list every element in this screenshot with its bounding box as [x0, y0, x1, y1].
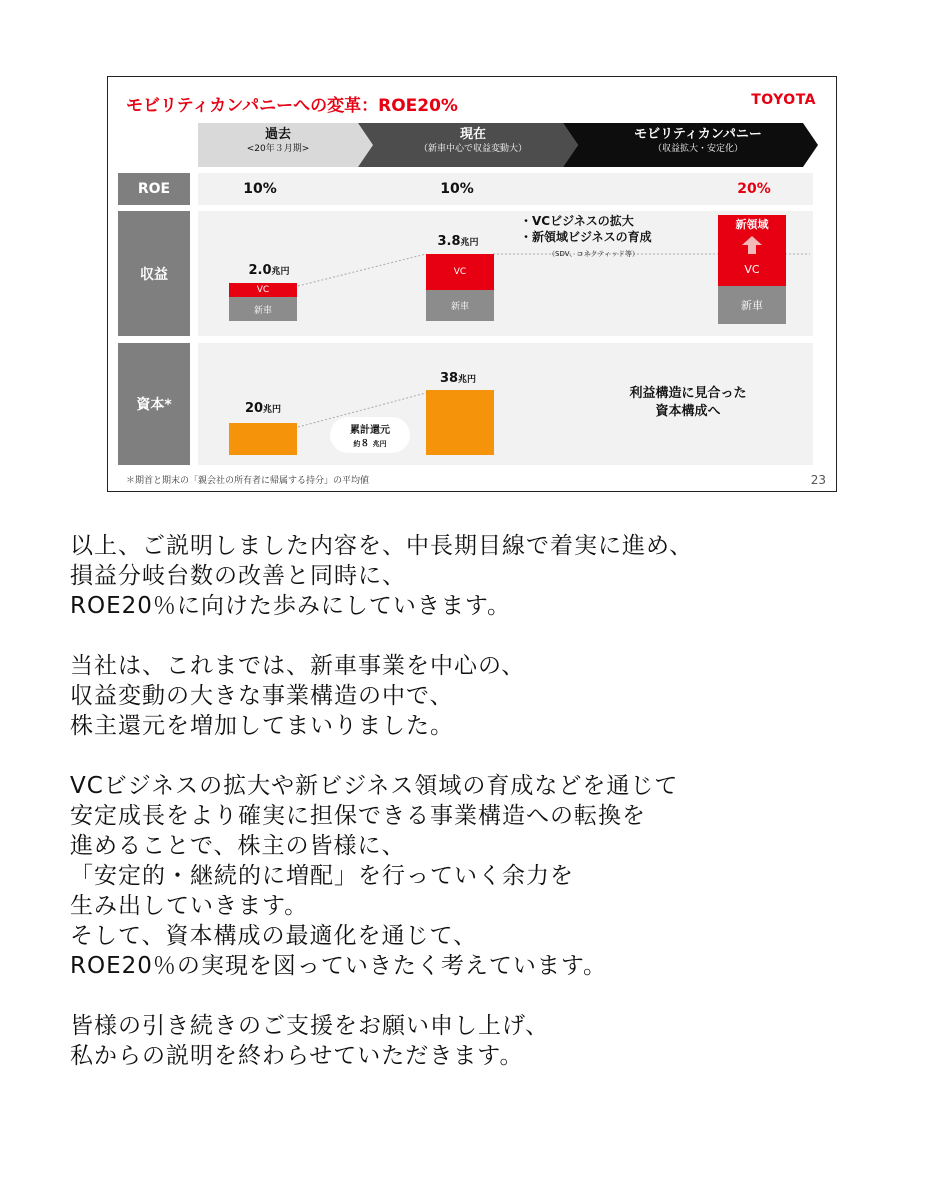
- bullet-vc: ・VCビジネスの拡大: [520, 214, 634, 228]
- profit-future-vc-label: VC: [744, 262, 760, 276]
- profit-bullet-note: （SDV、コネクティッド等）: [548, 250, 639, 258]
- speech-line: 私からの説明を終わらせていただきます。: [70, 1043, 524, 1069]
- capital-past-value: 20兆円: [244, 401, 282, 416]
- speech-line: VCビジネスの拡大や新ビジネス領域の育成などを通じて: [70, 773, 679, 799]
- phase-current-title: 現在: [459, 127, 486, 142]
- row-label-roe: ROE: [118, 173, 190, 205]
- phase-past: [198, 127, 358, 155]
- profit-guide-line-1: [298, 254, 426, 286]
- roe-current: 10%: [440, 181, 474, 197]
- cumulative-return-value: 約８ 兆円: [353, 439, 387, 449]
- phase-current: [373, 127, 573, 155]
- capital-future-text-2: 資本構成へ: [655, 404, 721, 419]
- slide: [107, 76, 837, 492]
- profit-current-value: 3.8兆円: [437, 234, 479, 249]
- profit-future-newcar-bar: 新車: [718, 286, 786, 324]
- roe-past: 10%: [243, 181, 277, 197]
- roe-future: 20%: [737, 181, 771, 197]
- speech-line: そして、資本構成の最適化を通じて、: [70, 923, 478, 949]
- profit-past-vc-bar: VC: [229, 283, 297, 297]
- profit-current-vc-bar: VC: [426, 254, 494, 290]
- capital-current-value: 38兆円: [439, 371, 477, 386]
- capital-future-text-1: 利益構造に見合った: [629, 386, 747, 401]
- phase-past-title: 過去: [264, 127, 291, 142]
- speech-line: 安定成長をより確実に担保できる事業構造への転換を: [70, 803, 646, 829]
- speech-line: 収益変動の大きな事業構造の中で、: [70, 683, 454, 709]
- speech-line: 「安定的・継続的に増配」を行っていく余力を: [70, 863, 574, 889]
- up-arrow-icon: [742, 236, 762, 254]
- speech-line: 株主還元を増加してまいりました。: [70, 713, 454, 739]
- phase-current-subtitle: （新車中心で収益変動大）: [418, 144, 527, 154]
- cumulative-return-label: 累計還元: [350, 425, 390, 436]
- phase-future-title: モビリティカンパニー: [634, 127, 762, 142]
- speech-line: 進めることで、株主の皆様に、: [70, 833, 406, 859]
- speech-line: ROE20％に向けた歩みにしていきます。: [70, 593, 512, 619]
- slide-title: モビリティカンパニーへの変革：ROE20%: [126, 96, 458, 116]
- phase-future-subtitle: （収益拡大・安定化）: [652, 144, 743, 154]
- speech-line: 皆様の引き続きのご支援をお願い申し上げ、: [70, 1013, 550, 1039]
- row-label-capital: 資本*: [118, 343, 190, 465]
- speech-line: 以上、ご説明しました内容を、中長期目線で着実に進め、: [70, 533, 694, 559]
- profit-past-newcar-bar: 新車: [229, 297, 297, 321]
- speech-line: 生み出していきます。: [70, 893, 309, 919]
- toyota-logo: TOYOTA: [751, 92, 816, 108]
- profit-future-newdomain-bar: 新領域: [718, 215, 786, 232]
- speech-line: 損益分岐台数の改善と同時に、: [70, 563, 406, 589]
- profit-future-vc-bar: [718, 232, 786, 286]
- row-label-profit: 収益: [118, 211, 190, 336]
- cumulative-return-bubble: [330, 417, 410, 453]
- phase-past-subtitle: <20年３月期>: [246, 144, 310, 154]
- speech-text: [70, 531, 890, 1071]
- capital-past-bar: [229, 423, 297, 455]
- bullet-new-domain: ・新領域ビジネスの育成: [520, 230, 652, 244]
- slide-footnote: ＊期首と期末の「親会社の所有者に帰属する持分」の平均値: [126, 476, 370, 486]
- profit-bullets: [520, 213, 652, 245]
- capital-future-text: [598, 385, 778, 421]
- speech-line: 当社は、これまでは、新車事業を中心の、: [70, 653, 526, 679]
- speech-line: ROE20％の実現を図っていきたく考えています。: [70, 953, 608, 979]
- phase-future: [578, 127, 818, 155]
- capital-current-bar: [426, 390, 494, 455]
- profit-current-newcar-bar: 新車: [426, 290, 494, 321]
- profit-past-value: 2.0兆円: [248, 263, 290, 278]
- slide-page-number: 23: [810, 473, 826, 487]
